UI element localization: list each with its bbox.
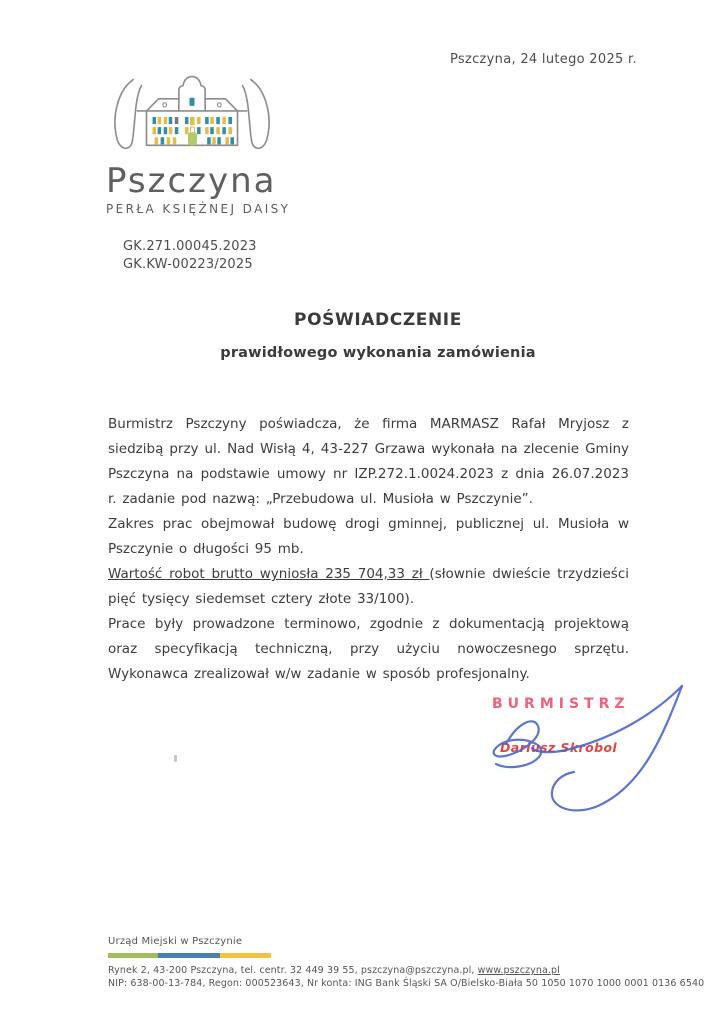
footer-bar-blue-segment	[158, 953, 220, 958]
footer-bar-green-segment	[108, 953, 158, 958]
logo-wordmark: Pszczyna	[106, 161, 277, 201]
castle-logo-icon	[106, 72, 278, 160]
castle-windows	[153, 117, 234, 145]
case-number-1: GK.271.00045.2023	[123, 239, 257, 254]
contract-value-underlined: Wartość robot brutto wyniosła 235 704,33 zł	[108, 566, 430, 582]
paragraph-2: Zakres prac obejmował budowę drogi gminnej, publicznej ul. Musioła w Pszczynie o długości 95 mb.	[108, 516, 629, 557]
document-subtitle: prawidłowego wykonania zamówienia	[220, 345, 536, 361]
case-number-2: GK.KW-00223/2025	[123, 257, 253, 272]
footer-address-text: Rynek 2, 43-200 Pszczyna, tel. centr. 32 449 39 55, pszczyna@pszczyna.pl,	[108, 965, 478, 976]
scan-artifact-speck	[174, 755, 177, 762]
footer-office-name: Urząd Miejski w Pszczynie	[108, 936, 243, 947]
contract-value-words: (słownie dwieście trzydzieści pięć tysięcy siedemset cztery złote 33/100).	[108, 566, 629, 607]
signer-name: Dariusz Skrobol	[500, 740, 618, 755]
footer	[108, 936, 705, 990]
paragraph-3	[108, 562, 629, 612]
footer-color-bar	[108, 953, 271, 958]
mayor-stamp-title: BURMISTRZ	[492, 696, 630, 712]
reference-numbers	[123, 238, 257, 274]
dateline: Pszczyna, 24 lutego 2025 r.	[450, 52, 637, 67]
footer-bar-yellow-segment	[220, 953, 271, 958]
pszczyna-logo	[106, 72, 291, 216]
signature-block	[400, 682, 700, 832]
letter-body	[108, 412, 629, 687]
paragraph-4: Prace były prowadzone terminowo, zgodnie z dokumentacją projektową oraz specyfikacją techniczną, przy użyciu nowoczesnego sprzętu. Wykonawca zrealizował w/w zadanie w sposób profesjonalny.	[108, 616, 629, 682]
footer-website-link[interactable]: www.pszczyna.pl	[477, 965, 560, 976]
footer-address-line	[108, 964, 668, 977]
title-block	[108, 310, 648, 361]
logo-tagline: PERŁA KSIĘŻNEJ DAISY	[106, 202, 291, 216]
document-title: POŚWIADCZENIE	[294, 310, 462, 330]
paragraph-1: Burmistrz Pszczyny poświadcza, że firma MARMASZ Rafał Mryjosz z siedzibą przy ul. Nad Wisłą 4, 43-227 Grzawa wykonała na zlecenie Gminy Pszczyna na podstawie umowy nr IZP.272.1.0024.2023 z dnia 26.07.2023 r. zadanie pod nazwą: „Przebudowa ul. Musioła w Pszczynie”.	[108, 416, 629, 507]
footer-registry-line: NIP: 638-00-13-784, Regon: 000523643, Nr konta: ING Bank Śląski SA O/Bielsko-Biała 50 1050 1070 1000 0001 0136 6540	[108, 978, 705, 989]
